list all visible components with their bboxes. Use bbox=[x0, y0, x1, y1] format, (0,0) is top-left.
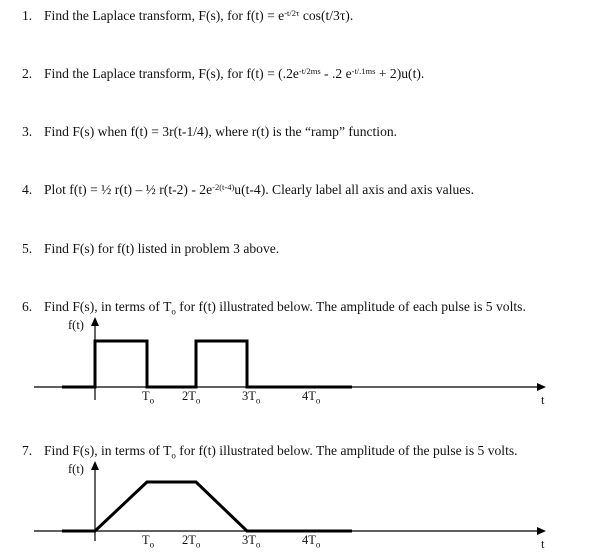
question-number: 3. bbox=[22, 124, 33, 139]
question-text-tail: for f(t) illustrated below. The amplitude of the pulse is 5 volts. bbox=[175, 443, 518, 458]
exponent-2: -t/.1ms bbox=[351, 66, 376, 76]
y-axis-label: f(t) bbox=[68, 462, 84, 476]
question-number: 4. bbox=[22, 182, 33, 197]
tick-label-3T0: $3T_o$ bbox=[242, 389, 261, 406]
tick-label-4T0: $4T_o$ bbox=[302, 533, 321, 550]
question-text-tail: + 2)u(t). bbox=[375, 66, 425, 81]
question-text: Find F(s) when f(t) = 3r(t-1/4), where r(t) is the “ramp” function. bbox=[44, 124, 398, 139]
x-axis-arrow bbox=[537, 527, 546, 535]
question-text: Find F(s), in terms of T bbox=[44, 299, 172, 314]
x-axis-label: t bbox=[541, 393, 545, 407]
exponent-1: -t/2ms bbox=[298, 66, 321, 76]
question-text: Find the Laplace transform, F(s), for f(t) = (.2e bbox=[44, 66, 299, 81]
question-number: 5. bbox=[22, 241, 33, 256]
y-axis-label: f(t) bbox=[68, 318, 84, 332]
question-text: Plot f(t) = ½ r(t) – ½ r(t-2) - 2e bbox=[44, 182, 213, 197]
question-text-tail: u(t-4). Clearly label all axis and axis values. bbox=[234, 182, 474, 197]
question-text: Find F(s) for f(t) listed in problem 3 above. bbox=[44, 241, 280, 256]
subscript: o bbox=[171, 450, 176, 461]
question-text-tail: cos(t/3τ). bbox=[299, 8, 354, 23]
tick-label-2T0: $2T_o$ bbox=[182, 389, 201, 406]
y-axis-arrow bbox=[91, 461, 99, 470]
x-axis-label: t bbox=[541, 537, 545, 551]
question-number: 1. bbox=[22, 8, 33, 23]
tick-label-4T0: $4T_o$ bbox=[302, 389, 321, 406]
question-text: Find the Laplace transform, F(s), for f(t) = e bbox=[44, 8, 285, 23]
question-number: 2. bbox=[22, 66, 33, 81]
exponent: -2(t-4) bbox=[212, 182, 235, 192]
tick-label-T0: $T_o$ bbox=[142, 389, 155, 406]
signal-trace bbox=[62, 482, 352, 531]
question-text-tail: for f(t) illustrated below. The amplitude of each pulse is 5 volts. bbox=[175, 299, 526, 314]
question-number: 7. bbox=[22, 443, 33, 458]
question-text-mid: - .2 e bbox=[320, 66, 352, 81]
question-number: 6. bbox=[22, 299, 33, 314]
subscript: o bbox=[171, 306, 176, 317]
question-text: Find F(s), in terms of T bbox=[44, 443, 172, 458]
tick-label-2T0: $2T_o$ bbox=[182, 533, 201, 550]
tick-label-T0: $T_o$ bbox=[142, 533, 155, 550]
exponent: -t/2τ bbox=[284, 8, 300, 18]
tick-label-3T0: $3T_o$ bbox=[242, 533, 261, 550]
